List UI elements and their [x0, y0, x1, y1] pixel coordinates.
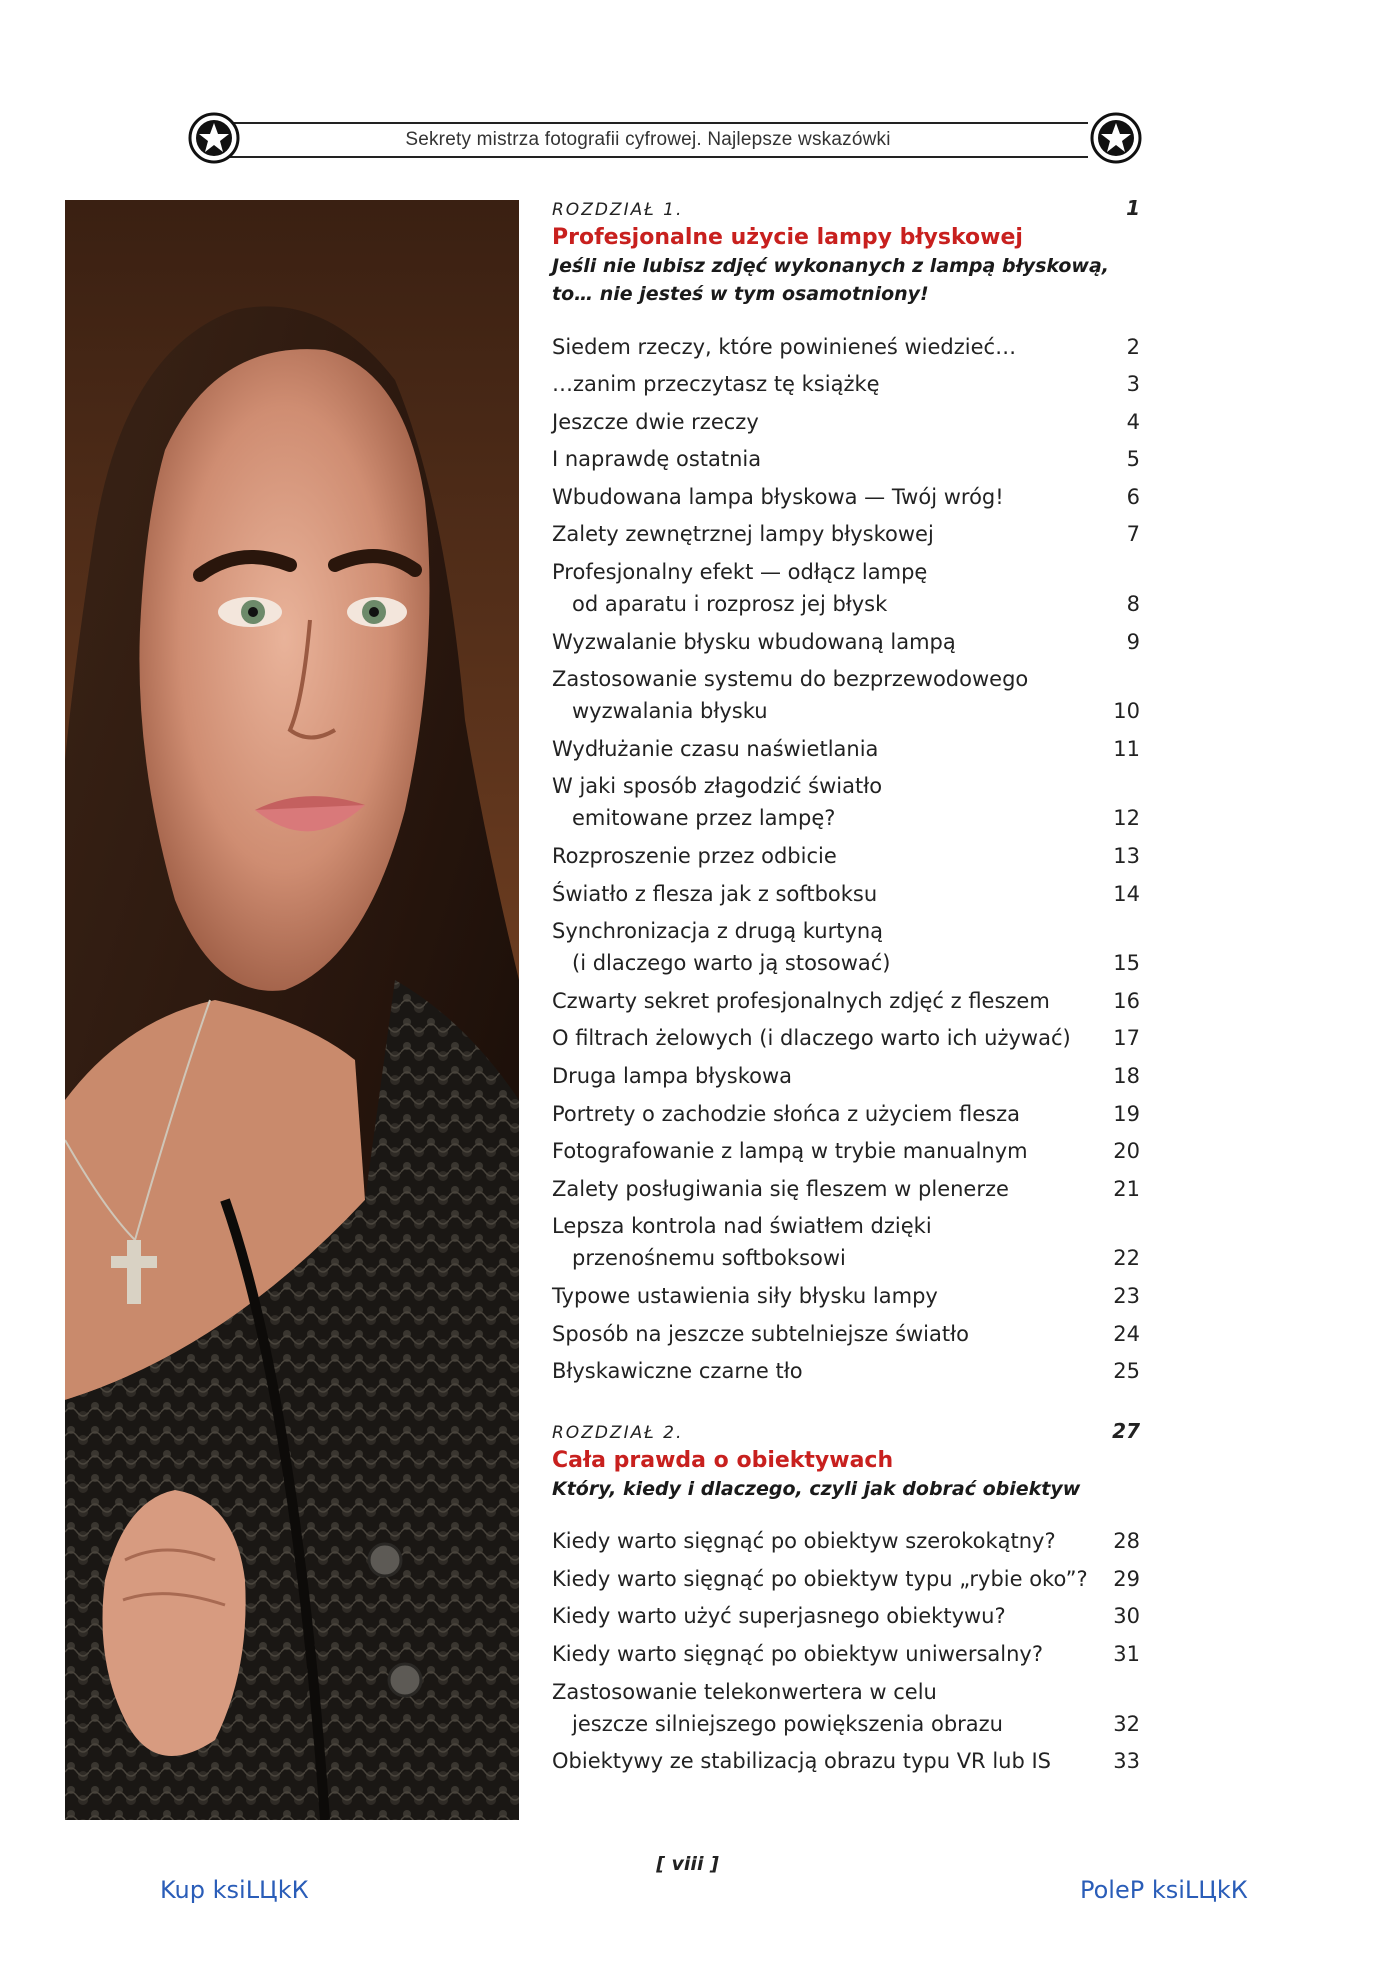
toc-entry[interactable]: [552, 1173, 1140, 1205]
toc-entry[interactable]: [552, 556, 1140, 620]
toc-entry-title: Rozproszenie przez odbicie: [552, 844, 837, 869]
toc-entry[interactable]: [552, 1280, 1140, 1312]
toc-entry-title: Kiedy warto sięgnąć po obiektyw typu „rybie oko”?: [552, 1566, 1088, 1591]
chapter-subtitle: [552, 252, 1140, 309]
toc-entry-title-continued: emitowane przez lampę?: [572, 806, 836, 831]
toc-entry-page: 13: [1113, 844, 1140, 869]
toc-entry-page: 29: [1113, 1566, 1140, 1591]
toc-entry[interactable]: [552, 663, 1140, 727]
toc-entry-title: Jeszcze dwie rzeczy: [552, 409, 759, 434]
toc-entry-title: Kiedy warto użyć superjasnego obiektywu?: [552, 1604, 1006, 1629]
toc-entry-title: Błyskawiczne czarne tło: [552, 1359, 803, 1384]
toc-entry-page: 15: [1113, 951, 1140, 976]
toc-entry-title: Profesjonalny efekt — odłącz lampę: [552, 560, 928, 585]
chapter-1: [552, 196, 1140, 1387]
toc-entry-title: Fotografowanie z lampą w trybie manualnym: [552, 1139, 1028, 1164]
toc-entry[interactable]: [552, 1676, 1140, 1740]
chapter-page-number: 1: [1126, 196, 1140, 220]
toc-entry-page: 7: [1126, 522, 1140, 547]
toc-entry[interactable]: [552, 626, 1140, 658]
toc-entry-list: [552, 331, 1140, 1388]
toc-entry-page: 18: [1113, 1064, 1140, 1088]
page-number: [ viii ]: [656, 1853, 719, 1875]
star-emblem-icon: [188, 112, 240, 164]
portrait-photo: [65, 200, 519, 1820]
toc-entry-page: 24: [1113, 1321, 1140, 1346]
toc-entry[interactable]: [552, 770, 1140, 834]
toc-entry-title: Typowe ustawienia siły błysku lampy: [552, 1283, 938, 1308]
toc-entry[interactable]: [552, 406, 1140, 438]
chapter-subtitle-line: Jeśli nie lubisz zdjęć wykonanych z lampą błyskową,: [552, 254, 1109, 277]
chapter-2: [552, 1419, 1140, 1777]
toc-entry[interactable]: [552, 1135, 1140, 1167]
buy-book-link[interactable]: Kup ksiLЦkК: [160, 1876, 309, 1904]
toc-entry-title: Obiektywy ze stabilizacją obrazu typu VR lub IS: [552, 1749, 1051, 1774]
chapter-title: Profesjonalne użycie lampy błyskowej: [552, 225, 1023, 250]
toc-entry-title-continued: od aparatu i rozprosz jej błysk: [572, 592, 888, 617]
toc-entry-title: Druga lampa błyskowa: [552, 1064, 792, 1088]
toc-entry-page: 3: [1126, 372, 1140, 397]
toc-entry-title: Portrety o zachodzie słońca z użyciem flesza: [552, 1101, 1020, 1126]
toc-entry[interactable]: [552, 1210, 1140, 1274]
toc-entry-page: 8: [1126, 592, 1140, 617]
toc-entry[interactable]: [552, 733, 1140, 765]
toc-entry-page: 19: [1113, 1101, 1140, 1126]
toc-entry-page: 16: [1113, 988, 1140, 1013]
toc-entry-title-continued: wyzwalania błysku: [572, 699, 768, 724]
toc-entry[interactable]: [552, 1638, 1140, 1670]
toc-entry-page: 33: [1113, 1749, 1140, 1774]
toc-entry[interactable]: [552, 1600, 1140, 1632]
toc-entry-page: 6: [1126, 484, 1140, 509]
chapter-label-row: [552, 1419, 1140, 1443]
toc-entry-title-continued: jeszcze silniejszego powiększenia obrazu: [572, 1711, 1003, 1736]
chapter-subtitle-line: to… nie jesteś w tym osamotniony!: [552, 283, 929, 305]
toc-entry[interactable]: [552, 1563, 1140, 1595]
toc-entry-page: 17: [1113, 1026, 1140, 1051]
chapter-label-row: [552, 196, 1140, 220]
toc-entry-page: 21: [1113, 1176, 1140, 1201]
toc-entry-page: 30: [1113, 1604, 1140, 1629]
toc-entry[interactable]: [552, 840, 1140, 872]
toc-entry-title: Siedem rzeczy, które powinieneś wiedzieć…: [552, 334, 1017, 359]
toc-entry-page: 20: [1113, 1139, 1140, 1164]
toc-entry[interactable]: [552, 985, 1140, 1017]
toc-entry[interactable]: [552, 518, 1140, 550]
toc-entry-title: Wbudowana lampa błyskowa — Twój wróg!: [552, 484, 1004, 509]
toc-entry-title: Lepsza kontrola nad światłem dzięki: [552, 1214, 932, 1239]
chapter-label: ROZDZIAŁ 1.: [552, 200, 684, 220]
toc-entry-page: 4: [1126, 409, 1140, 434]
toc-entry-title: O filtrach żelowych (i dlaczego warto ich używać): [552, 1026, 1071, 1051]
toc-entry-title: Zastosowanie systemu do bezprzewodowego: [552, 667, 1029, 692]
toc-entry-title: Sposób na jeszcze subtelniejsze światło: [552, 1321, 969, 1346]
toc-entry-title: Synchronizacja z drugą kurtyną: [552, 919, 884, 944]
toc-entry-page: 31: [1113, 1641, 1140, 1666]
toc-entry[interactable]: [552, 443, 1140, 475]
toc-entry-page: 23: [1113, 1283, 1140, 1308]
toc-entry-page: 32: [1113, 1711, 1140, 1736]
recommend-book-link[interactable]: PoleР ksiLЦkК: [1080, 1876, 1248, 1904]
toc-entry[interactable]: [552, 1098, 1140, 1130]
toc-entry[interactable]: [552, 1525, 1140, 1557]
toc-entry[interactable]: [552, 1355, 1140, 1387]
toc-entry-title: Kiedy warto sięgnąć po obiektyw uniwersalny?: [552, 1641, 1043, 1666]
toc-entry-title: Zalety zewnętrznej lampy błyskowej: [552, 522, 934, 547]
toc-entry-page: 28: [1113, 1529, 1140, 1554]
toc-entry-title: Kiedy warto sięgnąć po obiektyw szerokokątny?: [552, 1529, 1056, 1554]
toc-entry[interactable]: [552, 331, 1140, 363]
toc-entry-page: 10: [1113, 699, 1140, 724]
toc-entry-title: Wydłużanie czasu naświetlania: [552, 736, 879, 761]
toc-entry-title: Czwarty sekret profesjonalnych zdjęć z fleszem: [552, 988, 1050, 1013]
star-emblem-icon: [1090, 112, 1142, 164]
toc-entry-page: 11: [1113, 736, 1140, 761]
chapter-title: Cała prawda o obiektywach: [552, 1448, 894, 1474]
toc-entry-title: …zanim przeczytasz tę książkę: [552, 372, 880, 397]
toc-entry-title: Zalety posługiwania się fleszem w plenerze: [552, 1176, 1009, 1201]
toc-entry-page: 25: [1113, 1359, 1140, 1384]
toc-entry-title: I naprawdę ostatnia: [552, 447, 762, 472]
toc-entry-title: Zastosowanie telekonwertera w celu: [552, 1679, 937, 1704]
toc-entry-title: W jaki sposób złagodzić światło: [552, 774, 883, 799]
toc-entry-title: Światło z flesza jak z softboksu: [552, 881, 878, 906]
running-header: [208, 122, 1088, 158]
toc-entry[interactable]: [552, 368, 1140, 400]
toc-entry-list: [552, 1525, 1140, 1777]
chapter-page-number: 27: [1112, 1419, 1140, 1444]
toc-entry-title-continued: przenośnemu softboksowi: [572, 1246, 846, 1271]
chapter-subtitle: [552, 1475, 1140, 1504]
toc-entry-page: 22: [1113, 1246, 1140, 1271]
toc-entry-page: 2: [1126, 334, 1140, 359]
chapter-subtitle-line: Który, kiedy i dlaczego, czyli jak dobrać obiektyw: [552, 1477, 1081, 1500]
toc-entry-title: Wyzwalanie błysku wbudowaną lampą: [552, 629, 956, 654]
toc-entry[interactable]: [552, 1318, 1140, 1350]
toc-entry-page: 9: [1126, 629, 1140, 654]
chapter-label: ROZDZIAŁ 2.: [552, 1423, 684, 1444]
toc-entry[interactable]: [552, 1022, 1140, 1054]
running-title: Sekrety mistrza fotografii cyfrowej. Najlepsze wskazówki: [405, 129, 891, 150]
toc-entry-page: 12: [1113, 806, 1140, 831]
toc-entry[interactable]: [552, 1060, 1140, 1092]
toc-entry-page: 5: [1126, 447, 1140, 472]
toc-entry[interactable]: [552, 1745, 1140, 1777]
toc-entry[interactable]: [552, 481, 1140, 513]
toc-entry[interactable]: [552, 878, 1140, 910]
table-of-contents: [552, 196, 1140, 1783]
toc-entry-title-continued: (i dlaczego warto ją stosować): [572, 951, 891, 976]
toc-entry-page: 14: [1113, 881, 1140, 906]
toc-entry[interactable]: [552, 915, 1140, 979]
